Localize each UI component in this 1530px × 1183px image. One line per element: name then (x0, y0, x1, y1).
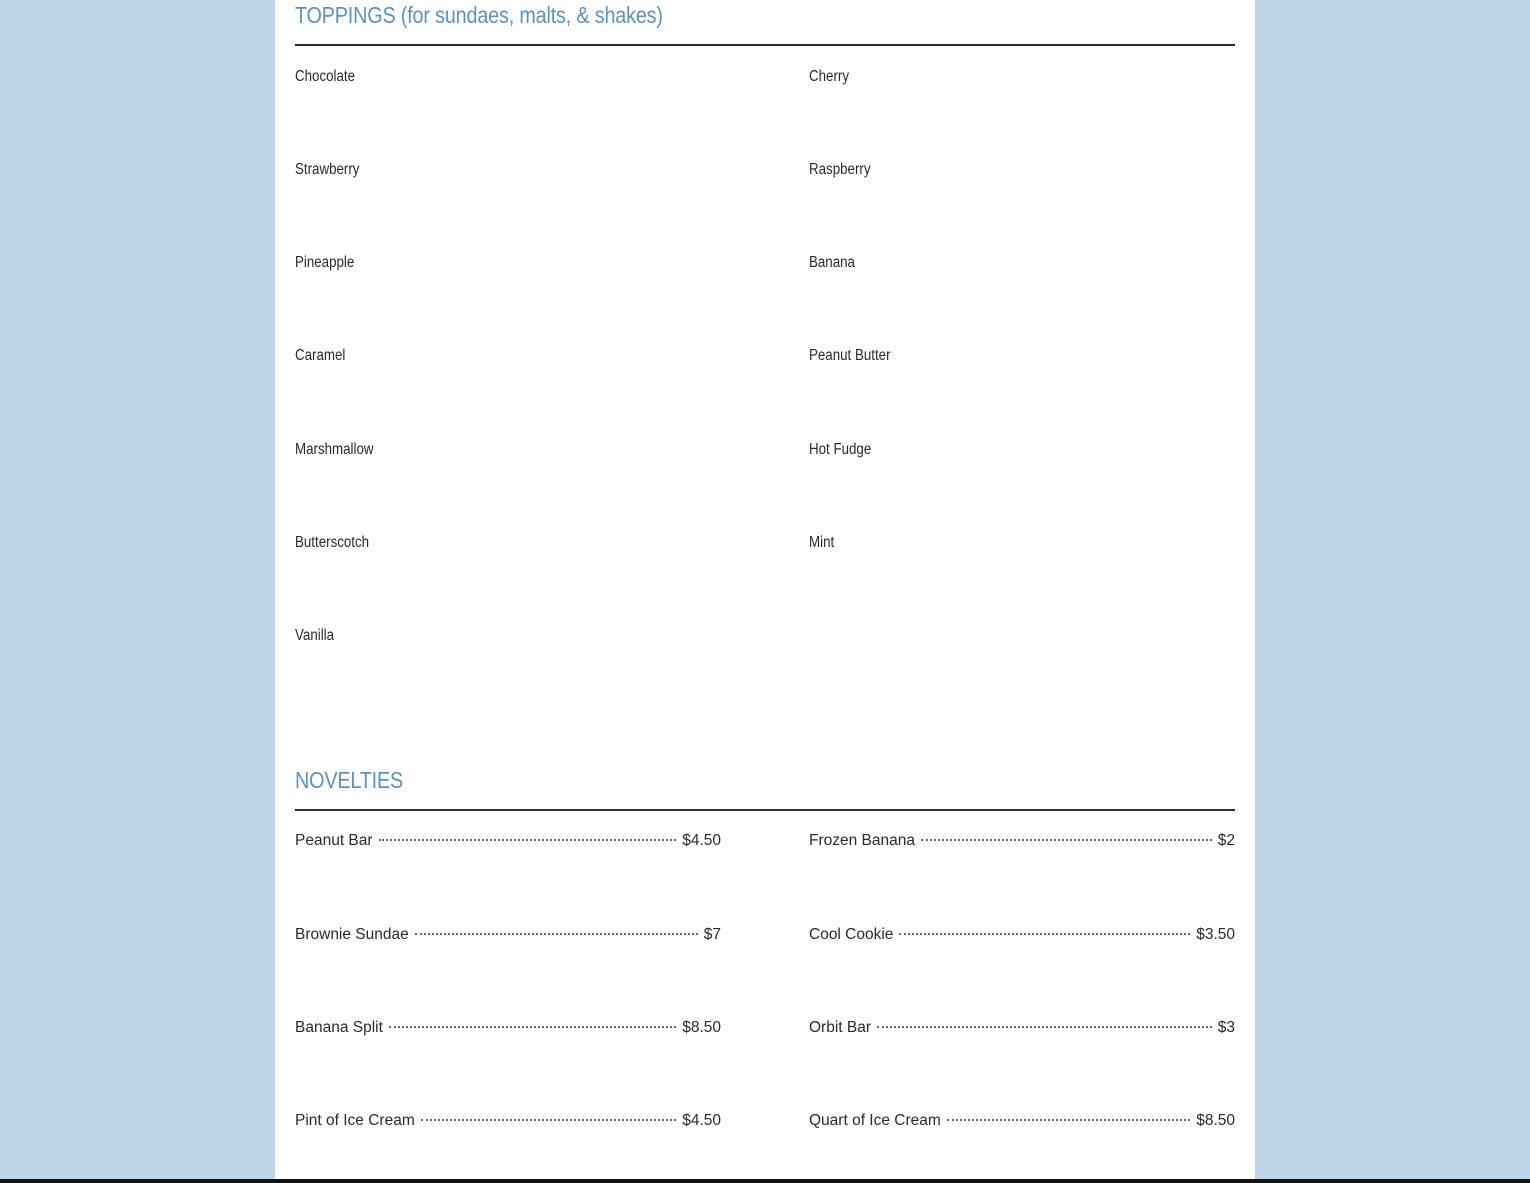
dot-leader (389, 1026, 676, 1028)
toppings-divider (295, 44, 1235, 46)
dot-leader (415, 933, 698, 935)
novelties-divider (295, 809, 1235, 811)
novelties-title: NOVELTIES (295, 767, 404, 793)
menu-page (275, 0, 1255, 1179)
novelty-row (809, 1019, 1235, 1041)
novelty-price: $3 (1217, 1019, 1235, 1036)
novelty-price: $4.50 (682, 832, 721, 849)
novelty-row (295, 926, 721, 948)
topping-item: Butterscotch (295, 534, 370, 551)
topping-item: Cherry (809, 68, 850, 85)
novelty-name: Brownie Sundae (295, 926, 409, 943)
dot-leader (421, 1119, 676, 1121)
novelty-row (295, 1019, 721, 1041)
novelty-name: Banana Split (295, 1019, 383, 1036)
novelty-price: $4.50 (682, 1112, 721, 1129)
topping-item: Raspberry (809, 161, 871, 178)
dot-leader (379, 839, 677, 841)
topping-item: Mint (809, 534, 835, 551)
novelty-row (295, 1112, 721, 1134)
dot-leader (947, 1119, 1190, 1121)
topping-item: Hot Fudge (809, 441, 872, 458)
novelty-name: Frozen Banana (809, 832, 915, 849)
topping-item: Pineapple (295, 254, 355, 271)
novelty-row (295, 832, 721, 854)
novelty-price: $8.50 (1196, 1112, 1235, 1129)
novelty-row (809, 1112, 1235, 1134)
topping-item: Marshmallow (295, 441, 374, 458)
novelty-price: $3.50 (1196, 926, 1235, 943)
topping-item: Vanilla (295, 627, 335, 644)
topping-item: Peanut Butter (809, 347, 891, 364)
topping-item: Chocolate (295, 68, 356, 85)
topping-item: Strawberry (295, 161, 360, 178)
novelty-row (809, 832, 1235, 854)
novelty-name: Pint of Ice Cream (295, 1112, 415, 1129)
novelty-price: $8.50 (682, 1019, 721, 1036)
topping-item: Caramel (295, 347, 346, 364)
toppings-title: TOPPINGS (for sundaes, malts, & shakes) (295, 2, 663, 28)
novelty-name: Orbit Bar (809, 1019, 872, 1036)
novelty-name: Quart of Ice Cream (809, 1112, 941, 1129)
novelty-price: $2 (1217, 832, 1235, 849)
dot-leader (921, 839, 1212, 841)
topping-item: Banana (809, 254, 855, 271)
dot-leader (899, 933, 1190, 935)
dot-leader (877, 1026, 1212, 1028)
novelty-price: $7 (703, 926, 721, 943)
bottom-border (0, 1179, 1530, 1183)
novelty-row (809, 926, 1235, 948)
novelty-name: Peanut Bar (295, 832, 373, 849)
novelty-name: Cool Cookie (809, 926, 894, 943)
